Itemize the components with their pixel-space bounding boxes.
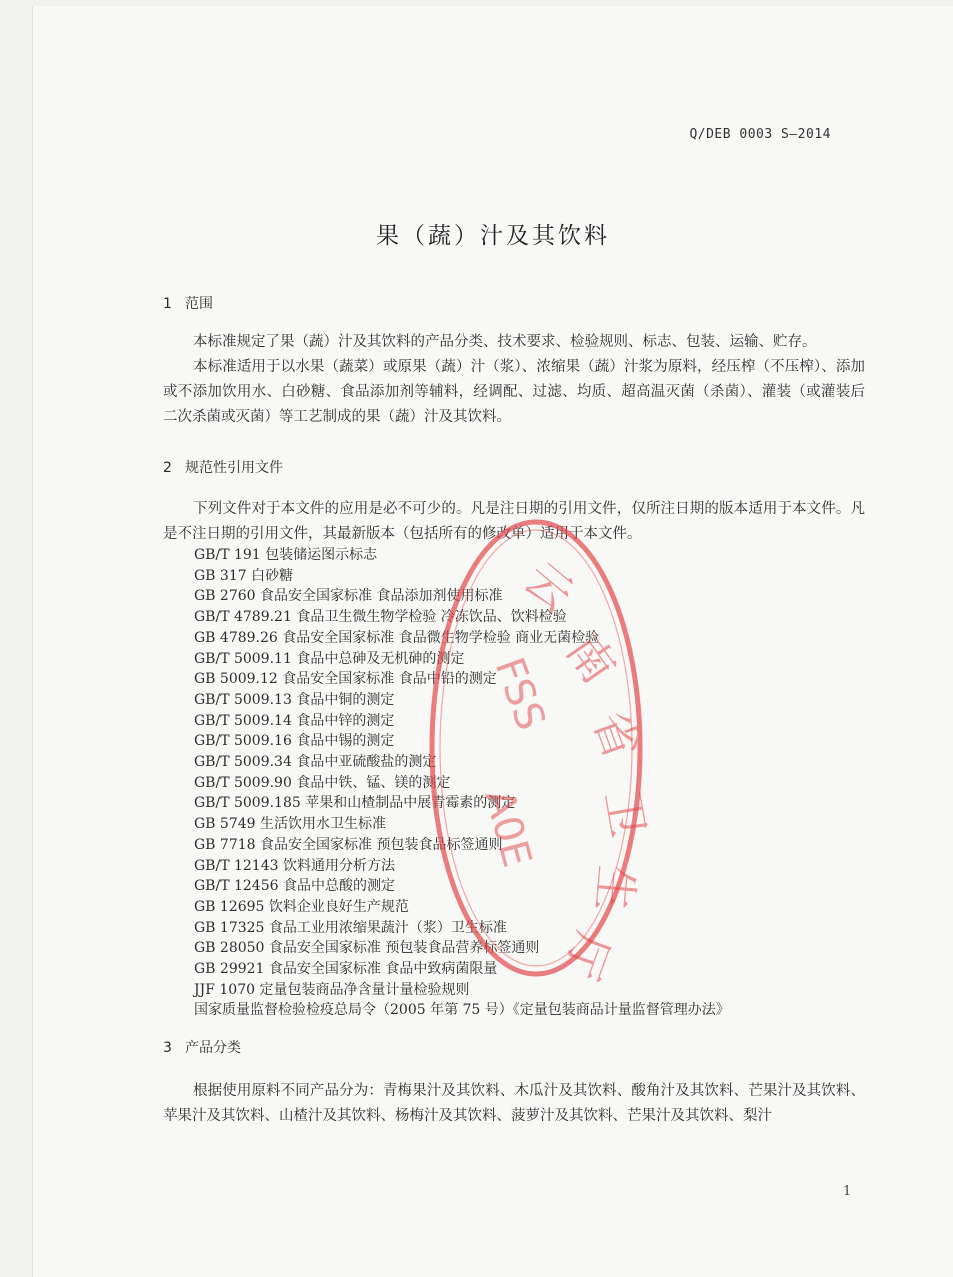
section-number: 1 <box>163 296 172 312</box>
reference-item: GB 29921 食品安全国家标准 食品中致病菌限量 <box>194 961 498 978</box>
reference-list <box>194 545 730 1021</box>
reference-item: GB 2760 食品安全国家标准 食品添加剂使用标准 <box>194 588 503 605</box>
reference-item: GB/T 12143 饮料通用分析方法 <box>194 857 395 874</box>
reference-item: GB 17325 食品工业用浓缩果蔬汁（浆）卫生标准 <box>194 919 507 936</box>
reference-item: GB/T 5009.16 食品中锡的测定 <box>194 733 395 750</box>
paragraph: 下列文件对于本文件的应用是必不可少的。凡是注日期的引用文件，仅所注日期的版本适用于本文件。凡是不注日期的引用文件，其最新版本（包括所有的修改单）适用于本文件。 <box>163 501 865 542</box>
reference-item: GB 4789.26 食品安全国家标准 食品微生物学检验 商业无菌检验 <box>194 629 600 646</box>
svg-text:厅: 厅 <box>553 925 621 987</box>
paragraph: 根据使用原料不同产品分为：青梅果汁及其饮料、木瓜汁及其饮料、酸角汁及其饮料、芒果汁及其饮料、苹果汁及其饮料、山楂汁及其饮料、杨梅汁及其饮料、菠萝汁及其饮料、芒果汁及其饮料、梨汁 <box>163 1083 865 1124</box>
reference-item: GB/T 5009.34 食品中亚硫酸盐的测定 <box>194 754 437 771</box>
document-title: 果（蔬）汁及其饮料 <box>376 223 610 249</box>
svg-text:生: 生 <box>586 863 644 914</box>
reference-item: GB/T 5009.14 食品中锌的测定 <box>194 712 395 729</box>
paragraph: 本标准规定了果（蔬）汁及其饮料的产品分类、技术要求、检验规则、标志、包装、运输、贮存。 <box>193 334 817 350</box>
section-title: 产品分类 <box>185 1040 241 1056</box>
reference-item: GB/T 191 包装储运图示标志 <box>194 547 378 563</box>
page-number: 1 <box>843 1184 852 1199</box>
reference-item: JJF 1070 定量包装商品净含量计量检验规则 <box>194 981 470 998</box>
section-title: 规范性引用文件 <box>185 460 283 476</box>
section-3-body <box>163 1079 865 1129</box>
svg-text:FSS: FSS <box>485 651 554 737</box>
reference-item: GB/T 5009.13 食品中铜的测定 <box>194 691 395 708</box>
reference-item: GB 28050 食品安全国家标准 预包装食品营养标签通则 <box>194 940 540 957</box>
reference-item: 国家质量监督检验检疫总局令（2005 年第 75 号）《定量包装商品计量监督管理办法》 <box>194 1002 730 1019</box>
reference-item: GB/T 12456 食品中总酸的测定 <box>194 878 395 895</box>
document-page <box>32 6 953 1277</box>
reference-item: GB 7718 食品安全国家标准 预包装食品标签通则 <box>194 836 503 853</box>
section-1-body <box>163 330 865 430</box>
section-number: 3 <box>163 1040 172 1056</box>
svg-text:省: 省 <box>582 704 650 766</box>
svg-text:卫: 卫 <box>594 786 656 842</box>
reference-item: GB/T 5009.11 食品中总砷及无机砷的测定 <box>194 650 465 667</box>
section-title: 范围 <box>185 296 213 312</box>
reference-item: GB/T 4789.21 食品卫生微生物学检验 冷冻饮品、饮料检验 <box>194 609 567 626</box>
svg-text:南: 南 <box>555 624 627 693</box>
svg-text:A0E: A0E <box>475 784 540 873</box>
reference-item: GB 5009.12 食品安全国家标准 食品中铅的测定 <box>194 671 497 688</box>
section-number: 2 <box>163 460 172 476</box>
reference-item: GB 317 白砂糖 <box>194 567 294 584</box>
reference-item: GB 5749 生活饮用水卫生标准 <box>194 816 387 833</box>
reference-item: GB/T 5009.185 苹果和山楂制品中展青霉素的测定 <box>194 795 516 812</box>
section-3-heading <box>163 1037 241 1057</box>
section-2-heading <box>163 457 283 477</box>
section-2-body <box>163 497 865 547</box>
paragraph: 本标准适用于以水果（蔬菜）或原果（蔬）汁（浆）、浓缩果（蔬）汁浆为原料，经压榨（不压榨）、添加或不添加饮用水、白砂糖、食品添加剂等辅料，经调配、过滤、均质、超高温灭菌（杀菌）、灌装（或灌装后二次杀菌或灭菌）等工艺制成的果（蔬）汁及其饮料。 <box>163 359 865 425</box>
reference-item: GB 12695 饮料企业良好生产规范 <box>194 898 409 915</box>
svg-text:云: 云 <box>513 551 584 622</box>
document-number: Q/DEB 0003 S—2014 <box>689 127 831 142</box>
section-1-heading <box>163 293 213 313</box>
reference-item: GB/T 5009.90 食品中铁、锰、镁的测定 <box>194 774 451 791</box>
